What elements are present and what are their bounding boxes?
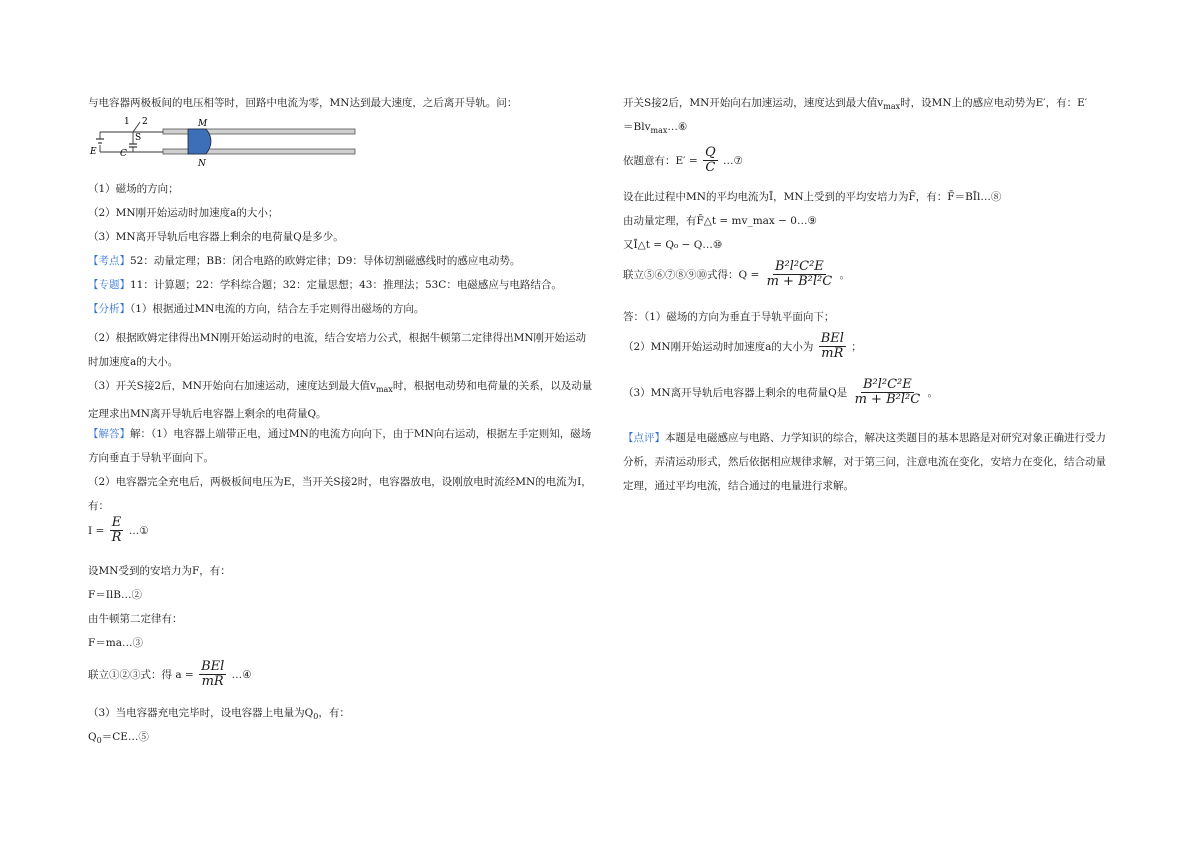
label-switch: S	[135, 133, 142, 143]
fraction-answer-a: $\frac{\text{BEl}}{mR}$	[820, 331, 844, 362]
circuit-diagram	[88, 116, 358, 174]
jieda-line-1	[88, 422, 593, 470]
question-1: （1）磁场的方向；	[88, 183, 179, 195]
right-line-result: 联立⑤⑥⑦⑧⑨⑩式得：Q = $\frac{\text{B²l²C²E}}{\text{m + B²l²C}}$ 。	[623, 259, 851, 290]
equation-3: F＝ma…③	[88, 637, 144, 649]
fraction-q-over-c: $\frac{Q}{C}$	[705, 145, 716, 176]
fraction-answer-q: $\frac{\text{B²l²C²E}}{\text{m + B²l²C}}$	[854, 377, 921, 408]
question-2: （2）MN刚开始运动时加速度a的大小；	[88, 207, 279, 219]
answer-heading: 答：（1）磁场的方向为垂直于导轨平面向下；	[623, 311, 835, 323]
right-line-avg-current: 设在此过程中MN的平均电流为Ī，MN上受到的平均安培力为F̄，有：F̄＝BĪl…⑧	[623, 191, 1002, 203]
equation-4: 联立①②③式：得 a = $\frac{\text{BEl}}{mR}$ …④	[88, 659, 252, 690]
dianping-tag: 【点评】	[623, 432, 665, 444]
fenxi-text-1: （1）根据通过MN电流的方向，结合左手定则得出磁场的方向。	[130, 303, 425, 315]
kaodian-text: 52：动量定理；BB：闭合电路的欧姆定律；D9：导体切割磁感线时的感应电动势。	[130, 255, 521, 267]
question-3: （3）MN离开导轨后电容器上剩余的电荷量Q是多少。	[88, 231, 344, 243]
label-2: 2	[142, 117, 148, 127]
jieda-tag: 【解答】	[88, 428, 130, 440]
label-1: 1	[124, 117, 130, 127]
statement-charge: （3）当电容器充电完毕时，设电容器上电量为$Q_0$，有：	[88, 707, 350, 721]
fraction-bel-over-mr: $\frac{\text{BEl}}{mR}$	[201, 659, 225, 690]
fenxi-line-1	[88, 302, 424, 316]
label-m: M	[198, 119, 208, 129]
right-line-charge: 又Ī△t = Q₀ − Q…⑩	[623, 239, 723, 251]
fraction-e-over-r: $\frac{E}{R}$	[111, 515, 122, 546]
fenxi-tag: 【分析】	[88, 303, 130, 315]
zhuanti-line	[88, 278, 562, 292]
statement-force: 设MN受到的安培力为F，有：	[88, 565, 231, 577]
right-line-2: ＝Blv$_{max}$…⑥	[623, 121, 688, 135]
right-line-momentum: 由动量定理，有F̄△t = mv_max − 0…⑨	[623, 215, 817, 227]
answer-2: （2）MN刚开始运动时加速度a的大小为 $\frac{\text{BEl}}{mR}$ ；	[623, 331, 862, 362]
jieda-line-2: （2）电容器完全充电后，两极板间电压为E，当开关S接2时，电容器放电，设刚放电时流经MN的电流为I，有：	[88, 476, 592, 512]
right-line-1: 开关S接2后，MN开始向右加速运动，速度达到最大值$v_{max}$时，设MN上的感应电动势为E′，有：E′	[623, 97, 1088, 111]
answer-3: （3）MN离开导轨后电容器上剩余的电荷量Q是 $\frac{\text{B²l²C²E}}{\text{m + B²l²C}}$ 。	[623, 377, 938, 408]
fraction-result-q: $\frac{\text{B²l²C²E}}{\text{m + B²l²C}}$	[766, 259, 833, 290]
fenxi-line-3: （3）开关S接2后，MN开始向右加速运动，速度达到最大值$v_{max}$时，根据电动势和电荷量的关系，以及动量定理求出MN离开导轨后电容器上剩余的电荷量Q。	[88, 380, 593, 420]
label-n: N	[198, 159, 206, 169]
dianping-text: 本题是电磁感应与电路、力学知识的综合，解决这类题目的基本思路是对研究对象正确进行受力分析，弄清运动形式，然后依据相应规律求解，对于第三问，注意电流在变化，安培力在变化，结合动量定理，通过平均电流，结合通过的电量进行求解。	[623, 432, 1106, 492]
zhuanti-text: 11：计算题；22：学科综合题；32：定量思想；43：推理法；53C：电磁感应与电路结合。	[130, 279, 562, 291]
kaodian-line	[88, 254, 520, 268]
jieda-text-1: 解：（1）电容器上端带正电，通过MN的电流方向向下，由于MN向右运动，根据左手定则知，磁场方向垂直于导轨平面向下。	[88, 428, 592, 464]
label-capacitor: C	[120, 149, 127, 159]
zhuanti-tag: 【专题】	[88, 279, 130, 291]
kaodian-tag: 【考点】	[88, 255, 130, 267]
statement-newton: 由牛顿第二定律有：	[88, 613, 183, 625]
fenxi-line-2: （2）根据欧姆定律得出MN刚开始运动时的电流，结合安培力公式，根据牛顿第二定律得出MN刚开始运动时加速度a的大小。	[88, 332, 587, 368]
intro-line: 与电容器两极板间的电压相等时，回路中电流为零，MN达到最大速度，之后离开导轨。问：	[88, 97, 518, 109]
equation-1: I = $\frac{E}{R}$ …①	[88, 515, 149, 546]
right-equation-7: 依题意有：E′ = $\frac{Q}{C}$ …⑦	[623, 145, 743, 176]
label-emf: E	[90, 147, 97, 157]
dianping-line	[623, 426, 1108, 498]
equation-2: F＝IlB…②	[88, 589, 143, 601]
equation-5: $Q_0=CE\dots ⑤$	[88, 731, 149, 745]
